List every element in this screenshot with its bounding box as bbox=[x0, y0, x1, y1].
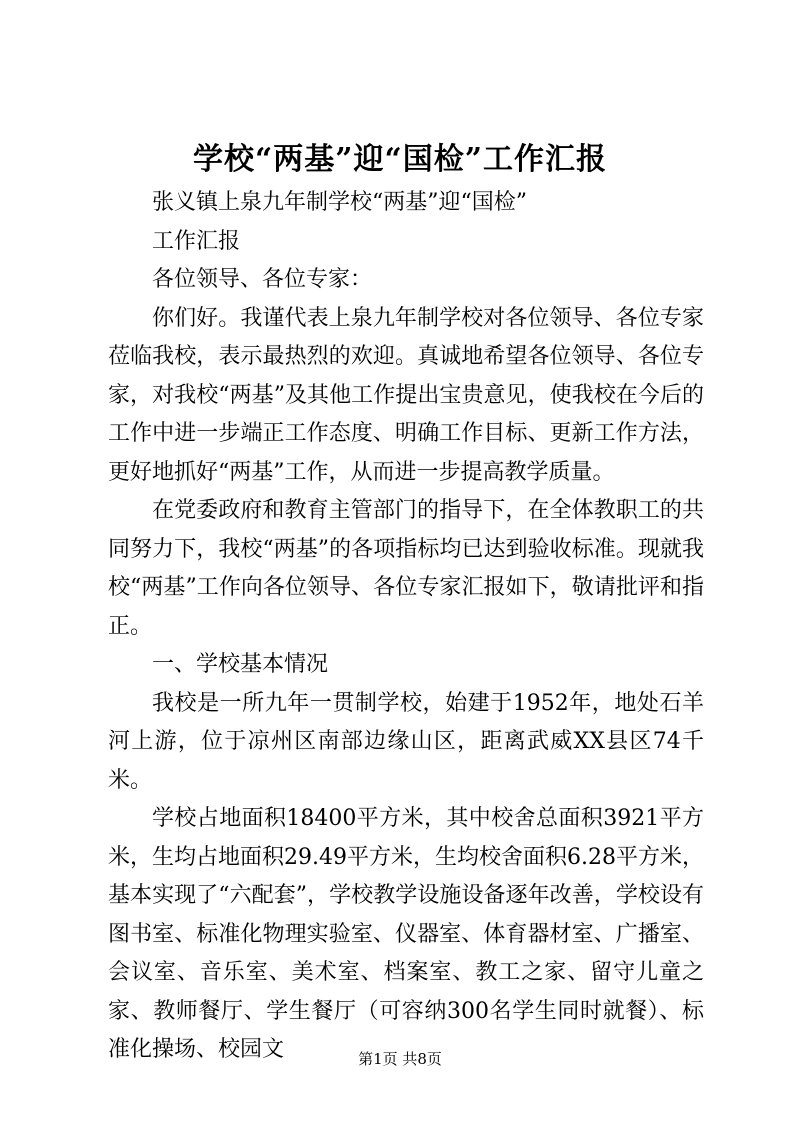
paragraph-report-label: 工作汇报 bbox=[152, 228, 241, 254]
paragraph-school-name: 张义镇上泉九年制学校“两基”迎“国检” bbox=[152, 190, 527, 215]
paragraph-salutation: 各位领导、各位专家： bbox=[152, 267, 373, 292]
document-body bbox=[108, 184, 704, 1070]
page-footer: 第1页 共8页 bbox=[358, 1050, 442, 1068]
paragraph-greeting: 你们好。我谨代表上泉九年制学校对各位领导、各位专家莅临我校，表示最热烈的欢迎。真诚地希望各位领导、各位专家，对我校“两基”及其他工作提出宝贵意见，使我校在今后的工作中进一步端正工作态度、明确工作目标、更新工作方法，更好地抓好“两基”工作，从而进一步提高教学质量。 bbox=[108, 305, 704, 485]
paragraph-guidance: 在党委政府和教育主管部门的指导下，在全体教职工的共同努力下，我校“两基”的各项指标均已达到验收标准。现就我校“两基”工作向各位领导、各位专家汇报如下，敬请批评和指正。 bbox=[108, 498, 704, 639]
section-heading-basic-info: 一、学校基本情况 bbox=[152, 652, 329, 677]
document-title: 学校“两基”迎“国检”工作汇报 bbox=[192, 142, 608, 177]
paragraph-school-facilities: 学校占地面积18400平方米，其中校舍总面积3921平方米，生均占地面积29.49平方米，生均校舍面积6.28平方米，基本实现了“六配套”，学校教学设施设备逐年改善，学校设有图书室、标准化物理实验室、仪器室、体育器材室、广播室、会议室、音乐室、美术室、档案室、教工之家、留守儿童之家、教师餐厅、学生餐厅（可容纳300名学生同时就餐）、标准化操场、校园文 bbox=[108, 806, 704, 1062]
paragraph-school-history: 我校是一所九年一贯制学校，始建于1952年，地处石羊河上游，位于凉州区南部边缘山区，距离武威XX县区74千米。 bbox=[108, 690, 704, 793]
